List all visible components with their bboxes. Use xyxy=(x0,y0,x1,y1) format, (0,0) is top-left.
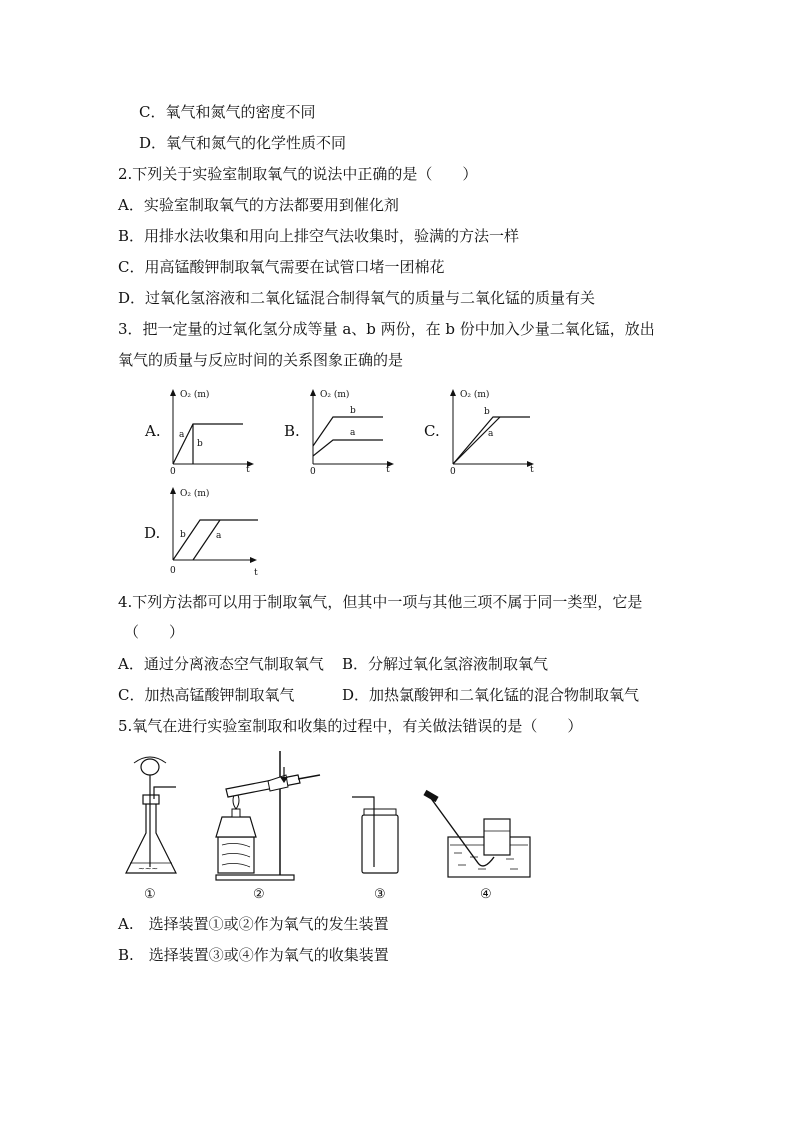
q3-stem-line1: 3．把一定量的过氧化氢分成等量 a、b 两份，在 b 份中加入少量二氧化锰，放出 xyxy=(118,320,655,338)
graph-c-curve-b xyxy=(453,417,530,464)
graph-c-xlabel: t xyxy=(530,465,534,475)
q2-option-c: C．用高锰酸钾制取氧气需要在试管口堵一团棉花 xyxy=(118,258,445,276)
q2-option-d: D．过氧化氢溶液和二氧化锰混合制得氧气的质量与二氧化锰的质量有关 xyxy=(118,289,596,307)
q3-graph-c xyxy=(420,380,545,475)
graph-c-option-label: C. xyxy=(424,422,440,440)
graph-b-option-label: B. xyxy=(284,422,300,440)
graph-d-origin: 0 xyxy=(170,566,176,576)
graph-a-xlabel: t xyxy=(246,465,250,475)
q3-graph-d xyxy=(140,482,265,577)
graph-a-curve1-label: a xyxy=(179,430,185,440)
graph-d-option-label: D. xyxy=(144,524,161,542)
q2-stem: 2.下列关于实验室制取氧气的说法中正确的是（ ） xyxy=(118,165,478,183)
graph-a-ylabel: O₂ (m) xyxy=(180,390,210,400)
graph-c-curve-a xyxy=(453,417,500,464)
graph-c-origin: 0 xyxy=(450,467,456,477)
graph-b-xlabel: t xyxy=(386,465,390,475)
q2-option-b: B．用排水法收集和用向上排空气法收集时，验满的方法一样 xyxy=(118,227,520,245)
graph-d-curve2-label: a xyxy=(216,531,222,541)
apparatus-3-label: ③ xyxy=(374,887,386,902)
graph-b-curve2-label: a xyxy=(350,428,356,438)
graph-b-curve-b xyxy=(313,417,383,446)
q4-option-c: C．加热高锰酸钾制取氧气 xyxy=(118,686,295,704)
apparatus-4-label: ④ xyxy=(480,887,492,902)
graph-d-curve1-label: b xyxy=(180,530,186,540)
q1-option-c: C．氧气和氮气的密度不同 xyxy=(139,103,316,121)
graph-d-ylabel: O₂ (m) xyxy=(180,489,210,499)
graph-a-curve2-label: b xyxy=(197,439,203,449)
apparatus-4-water-trough xyxy=(423,790,530,877)
q4-paren: （ ） xyxy=(124,623,185,641)
svg-text:~~~: ~~~ xyxy=(138,864,159,873)
graph-c-ylabel: O₂ (m) xyxy=(460,390,490,400)
graph-d-xlabel: t xyxy=(254,568,258,578)
graph-a-option-label: A. xyxy=(145,422,161,440)
apparatus-2-heating-setup xyxy=(216,751,320,880)
q5-stem: 5.氧气在进行实验室制取和收集的过程中，有关做法错误的是（ ） xyxy=(118,717,583,735)
q1-option-d: D．氧气和氮气的化学性质不同 xyxy=(139,134,347,152)
q5-option-b: B. 选择装置③或④作为氧气的收集装置 xyxy=(118,946,389,964)
graph-b-ylabel: O₂ (m) xyxy=(320,390,350,400)
q3-graph-b xyxy=(280,380,400,475)
q5-option-a: A. 选择装置①或②作为氧气的发生装置 xyxy=(118,915,389,933)
graph-b-curve1-label: b xyxy=(350,406,356,416)
q4-stem: 4.下列方法都可以用于制取氧气，但其中一项与其他三项不属于同一类型，它是 xyxy=(118,593,643,611)
q5-apparatus-figure xyxy=(118,745,538,905)
apparatus-1-label: ① xyxy=(144,887,156,902)
graph-c-curve2-label: a xyxy=(488,429,494,439)
apparatus-2-label: ② xyxy=(253,887,265,902)
graph-a-origin: 0 xyxy=(170,467,176,477)
graph-b-origin: 0 xyxy=(310,467,316,477)
apparatus-1-flask xyxy=(126,757,176,873)
q3-stem-line2: 氧气的质量与反应时间的关系图象正确的是 xyxy=(118,351,404,369)
q4-option-b: B．分解过氧化氢溶液制取氧气 xyxy=(342,655,549,673)
graph-c-curve1-label: b xyxy=(484,407,490,417)
q2-option-a: A．实验室制取氧气的方法都要用到催化剂 xyxy=(118,196,399,214)
apparatus-3-gas-jar xyxy=(352,797,398,873)
q4-option-a: A．通过分离液态空气制取氧气 xyxy=(118,655,324,673)
q3-graph-a xyxy=(140,380,260,475)
q4-option-d: D．加热氯酸钾和二氧化锰的混合物制取氧气 xyxy=(342,686,640,704)
graph-b-curve-a xyxy=(313,440,383,456)
